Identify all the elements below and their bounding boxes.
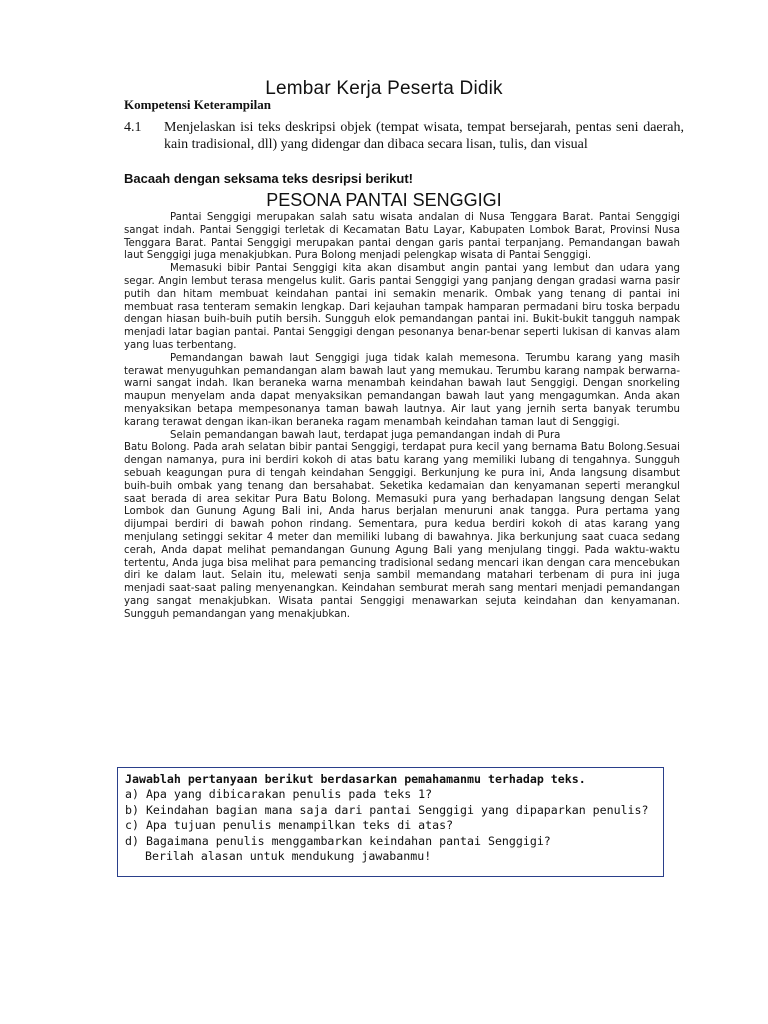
question-a: a) Apa yang dibicarakan penulis pada teks 1? xyxy=(125,787,433,802)
competency-text: Menjelaskan isi teks deskripsi objek (tempat wisata, tempat bersejarah, pentas seni daerah, kain tradisional, dll) yang didengar dan dibaca secara lisan, tulis, dan visual xyxy=(164,120,684,152)
reading-instruction: Bacaah dengan seksama teks desripsi berikut! xyxy=(124,171,414,186)
competency-heading: Kompetensi Keterampilan xyxy=(124,97,271,112)
competency-number: 4.1 xyxy=(124,120,142,135)
article-paragraph-1: Pantai Senggigi merupakan salah satu wisata andalan di Nusa Tenggara Barat. Pantai Senggigi sangat indah. Pantai Senggigi terletak di Kecamatan Batu Layar, Kabupaten Lombok Barat, Provinsi Nusa Tenggara Barat. Pantai Senggigi merupakan pantai dengan garis pantai terpanjang. Pemandangan bawah laut Senggigi juga menakjubkan. Pura Bolong menjadi pelengkap wisata di Pantai Senggigi. xyxy=(124,212,680,262)
question-d-continuation: Berilah alasan untuk mendukung jawabanmu! xyxy=(145,849,432,864)
questions-title: Jawablah pertanyaan berikut berdasarkan pemahamanmu terhadap teks. xyxy=(125,772,586,786)
article-title: PESONA PANTAI SENGGIGI xyxy=(266,190,502,210)
page-title: Lembar Kerja Peserta Didik xyxy=(265,78,503,99)
competency-item xyxy=(124,119,684,153)
article-paragraph-4: Selain pemandangan bawah laut, terdapat juga pemandangan indah di Pura xyxy=(170,429,561,441)
question-b: b) Keindahan bagian mana saja dari pantai Senggigi yang dipaparkan penulis? xyxy=(125,802,649,817)
article-paragraph-2: Memasuki bibir Pantai Senggigi kita akan disambut angin pantai yang lembut dan udara yang segar. Angin lembut terasa mengelus kulit. Garis pantai Senggigi yang panjang dengan gradasi warna pasir putih dan hitam membuat keindahan pantai ini semakin menarik. Ombak yang tenang di pantai ini membuat rasa tenteram semakin lengkap. Dari kejauhan tampak hamparan permadani biru toska berpadu dengan hiasan buih-buih putih bersih. Sungguh elok pemandangan pantai ini. Bukit-bukit tangguh nampak menjadi latar bagian pantai. Pantai Senggigi dengan pesonanya benar-benar seperti lukisan di kanvas alam yang luas terbentang. xyxy=(124,263,680,351)
article-body xyxy=(124,212,680,622)
questions-box xyxy=(117,767,664,877)
question-c: c) Apa tujuan penulis menampilkan teks di atas? xyxy=(125,818,454,833)
article-paragraph-5: Batu Bolong. Pada arah selatan bibir pantai Senggigi, terdapat pura kecil yang bernama Batu Bolong.Sesuai dengan namanya, pura ini berdiri kokoh di atas batu karang yang memiliki lubang di tengahnya. Sungguh sebuah keagungan pura di tengah keindahan Senggigi. Berkunjung ke pura ini, Anda langsung disambut buih-buih ombak yang tenang dan bersahabat. Seketika kedamaian dan kenyamanan seperti merangkul saat berada di area sekitar Pura Batu Bolong. Memasuki pura yang berhadapan langsung dengan Selat Lombok dan Gunung Agung Bali ini, Anda harus berjalan menuruni anak tangga. Pura pertama yang dijumpai berdiri di bawah pohon rindang. Sementara, pura kedua berdiri kokoh di atas karang yang menjulang setinggi sekitar 4 meter dan memiliki lubang di bawahnya. Jika berkunjung saat cuaca sedang cerah, Anda dapat melihat pemandangan Gunung Agung Bali yang menjulang tinggi. Pada waktu-waktu tertentu, Anda juga bisa melihat para pemancing tradisional sedang mencari ikan dengan cara mencebukan diri ke dalam laut. Selain itu, melewati senja sambil memandang matahari terbenam di pura ini juga menjadi saat-saat paling menyenangkan. Keindahan semburat merah sang mentari menjadi pemandangan yang sangat menakjubkan. Wisata pantai Senggigi menawarkan sejuta keindahan dan kenyamanan. Sungguh pemandangan yang menakjubkan. xyxy=(124,442,680,620)
article-paragraph-3: Pemandangan bawah laut Senggigi juga tidak kalah memesona. Terumbu karang yang masih terawat menyuguhkan pemandangan alam bawah laut yang memukau. Terumbu karang nampak berwarna-warni sangat indah. Ikan beraneka warna menambah keindahan bawah laut Senggigi. Dengan snorkeling maupun menyelam anda dapat menyaksikan pemandangan bawah laut yang mengagumkan. Anda akan menyaksikan betapa mempesonanya taman bawah lautnya. Air laut yang jernih serta banyak terumbu karang terawat dengan ikan-ikan beraneka ragam menambah keindahan taman laut di Senggigi. xyxy=(124,352,680,428)
question-d: d) Bagaimana penulis menggambarkan keindahan pantai Senggigi? xyxy=(125,833,551,848)
